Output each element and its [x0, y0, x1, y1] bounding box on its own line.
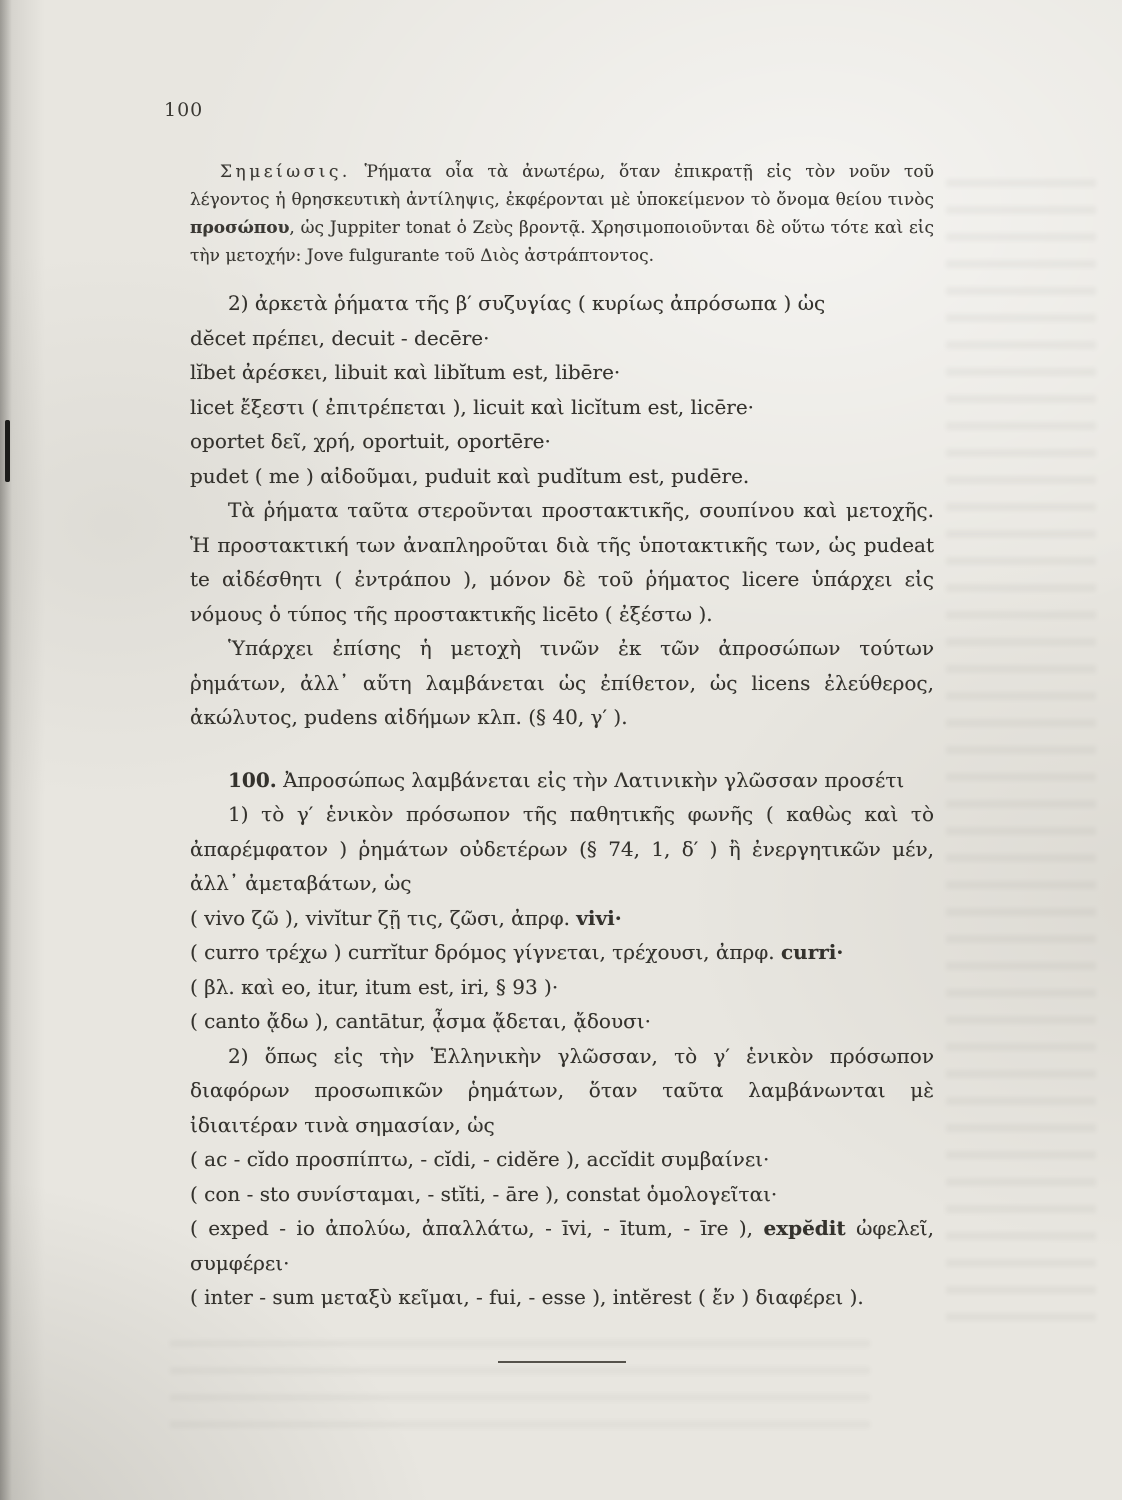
text-run: ὠφελεῖ, συμφέρει·	[190, 1216, 934, 1275]
text-run: ( βλ. καὶ eo, itur, itum est, iri, § 93 )·	[190, 974, 559, 999]
text-run: Ῥήματα οἷα τὰ ἀνωτέρω, ὅταν ἐπικρατῇ εἰς τὸν νοῦν τοῦ λέγοντος ἡ θρησκευτικὴ ἀντίληψις, ἐκφέρονται μὲ ὑποκείμενον τὸ ὄνομα θείου τινὸς	[190, 162, 934, 210]
paragraph	[190, 797, 934, 901]
text-run: 1) τὸ γ′ ἑνικὸν πρόσωπον τῆς παθητικῆς φωνῆς ( καθὼς καὶ τὸ ἀπαρέμφατον ) ῥημάτων οὐδετέρων (§ 74, 1, δ′ ) ἢ ἐνεργητικῶν μέν, ἀλλ᾽ ἀμεταβάτων, ὡς	[190, 802, 934, 895]
verb-line	[190, 424, 934, 459]
spaced-text-run: Σημείωσις.	[220, 162, 351, 182]
section-heading	[190, 763, 934, 798]
text-run: oportet δεῖ, χρή, oportuit, oportēre·	[190, 429, 551, 453]
note-paragraph	[190, 158, 934, 270]
bold-text-run: curri·	[781, 940, 844, 964]
text-run: 2) ἀρκετὰ ῥήματα τῆς β′ συζυγίας ( κυρίως ἀπρόσωπα ) ὡς	[228, 291, 826, 315]
bold-text-run: προσώπου	[190, 218, 290, 238]
text-run: , ὡς Juppiter tonat ὁ Ζεὺς βροντᾷ. Χρησιμοποιοῦνται δὲ οὕτω τότε καὶ εἰς τὴν μετοχήν: Jove fulgurante τοῦ Διὸς ἀστράπτοντος.	[190, 218, 934, 266]
verb-line	[190, 390, 934, 425]
text-run: ( canto ᾄδω ), cantātur, ᾆσμα ᾄδεται, ᾄδουσι·	[190, 1009, 651, 1033]
bold-text-run: vivi·	[576, 905, 622, 930]
example-line	[190, 1004, 934, 1039]
text-run: lĭbet ἀρέσκει, libuit καὶ libĭtum est, libēre·	[190, 360, 621, 384]
paragraph	[190, 1039, 934, 1143]
text-run: Ὑπάρχει ἐπίσης ἡ μετοχὴ τινῶν ἐκ τῶν ἀπροσώπων τούτων ῥημάτων, ἀλλ᾽ αὕτη λαμβάνεται ὡς ἐπίθετον, ὡς licens ἐλεύθερος, ἀκώλυτος, pudens αἰδήμων κλπ. (§ 40, γ′ ).	[190, 636, 934, 729]
list-intro-line	[190, 286, 934, 321]
text-run: ( inter - sum μεταξὺ κεῖμαι, - fui, - esse ), intĕrest ( ἔν ) διαφέρει ).	[190, 1285, 864, 1309]
text-run: ( vivo ζῶ ), vivĭtur ζῇ τις, ζῶσι, ἀπρφ.	[190, 905, 577, 930]
text-run: Ἀπροσώπως λαμβάνεται εἰς τὴν Λατινικὴν γλῶσσαν προσέτι	[276, 767, 905, 792]
text-run: ( exped - io ἀπολύω, ἀπαλλάτω, - īvi, - ītum, - īre ),	[190, 1216, 764, 1240]
bleed-through-texture	[946, 160, 1096, 1340]
page-number: 100	[164, 99, 204, 121]
edge-ink-mark	[5, 420, 10, 482]
footer-divider	[498, 1361, 626, 1363]
paragraph	[190, 493, 934, 631]
example-line	[190, 1280, 934, 1315]
text-run: 2) ὅπως εἰς τὴν Ἑλληνικὴν γλῶσσαν, τὸ γ′ ἑνικὸν πρόσωπον διαφόρων προσωπικῶν ῥημάτων, ὅταν ταῦτα λαμβάνωνται μὲ ἰδιαιτέραν τινὰ σημασίαν, ὡς	[190, 1043, 934, 1137]
verb-line	[190, 459, 934, 494]
text-column	[190, 158, 934, 1363]
text-run: ( curro τρέχω ) currĭtur δρόμος γίγνεται, τρέχουσι, ἀπρφ.	[190, 940, 781, 964]
text-run: pudet ( me ) αἰδοῦμαι, puduit καὶ pudĭtum est, pudēre.	[190, 463, 750, 488]
text-run: dĕcet πρέπει, decuit - decēre·	[190, 325, 490, 350]
bold-text-run: expĕdit	[763, 1216, 846, 1240]
binding-shadow	[0, 0, 12, 1500]
verb-line	[190, 321, 934, 356]
text-run: ( ac - cĭdo προσπίπτω, - cĭdi, - cidĕre ), accĭdit συμβαίνει·	[190, 1147, 770, 1171]
example-line	[190, 901, 934, 936]
paragraph	[190, 631, 934, 735]
example-line	[190, 1177, 934, 1212]
bold-text-run: 100.	[228, 767, 277, 792]
example-line	[190, 935, 934, 970]
text-run: Τὰ ῥήματα ταῦτα στεροῦνται προστακτικῆς, σουπίνου καὶ μετοχῆς. Ἡ προστακτική των ἀναπληροῦται διὰ τῆς ὑποτακτικῆς των, ὡς pudeat te αἰδέσθητι ( ἐντράπου ), μόνον δὲ τοῦ ῥήματος licere ὑπάρχει εἰς νόμους ὁ τύπος τῆς προστακτικῆς licēto ( ἐξέστω ).	[190, 498, 934, 626]
example-line	[190, 970, 934, 1005]
example-line	[190, 1142, 934, 1177]
example-line	[190, 1211, 934, 1280]
verb-line	[190, 355, 934, 390]
text-run: ( con - sto συνίσταμαι, - stĭti, - āre ), constat ὁμολογεῖται·	[190, 1181, 778, 1206]
text-run: licet ἔξεστι ( ἐπιτρέπεται ), licuit καὶ licĭtum est, licēre·	[190, 394, 755, 419]
